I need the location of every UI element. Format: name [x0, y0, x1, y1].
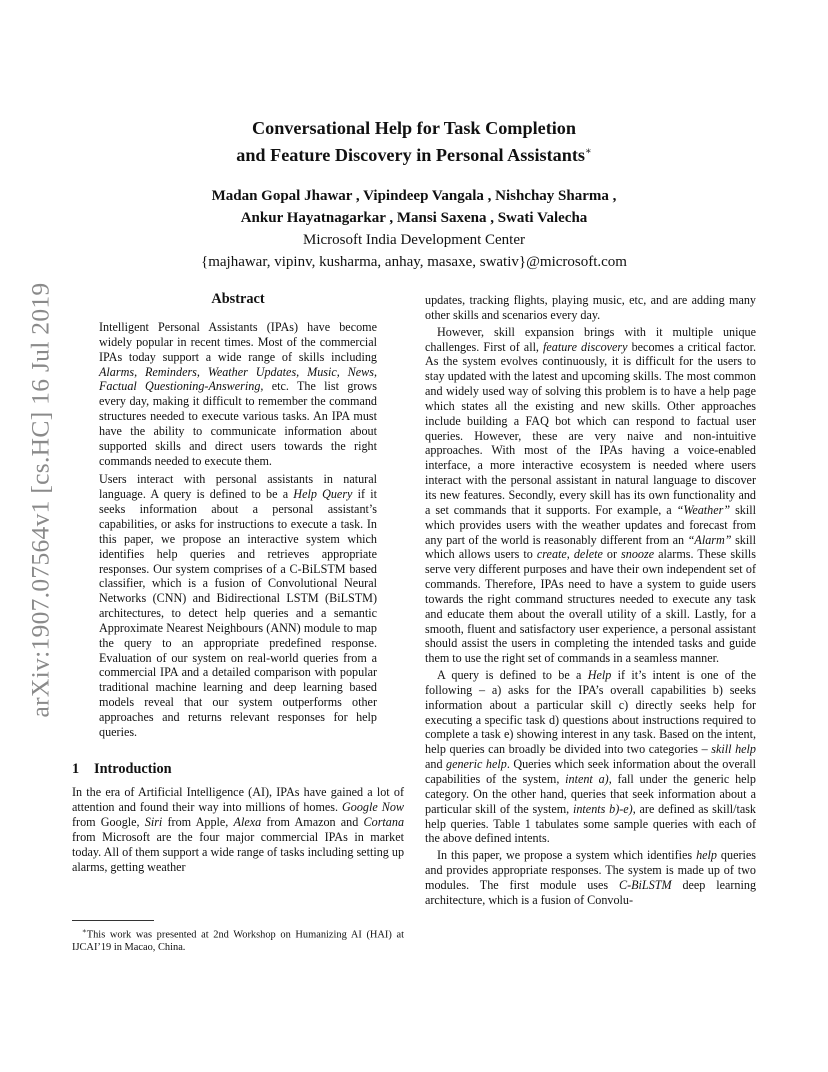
intro-paragraph-4: In this paper, we propose a system which identifies help queries and provides appropriate responses. The system is made up of two modules. The first module uses C-BiLSTM deep learning architecture, which is a fusion of Convolu- — [425, 848, 757, 907]
title-line-1: Conversational Help for Task Completion — [251, 118, 577, 138]
authors-line-1: Madan Gopal Jhawar , Vipindeep Vangala , Nishchay Sharma , — [211, 188, 617, 205]
authors-line-2: Ankur Hayatnagarkar , Mansi Saxena , Swati Valecha — [240, 210, 588, 227]
author-emails: {majhawar, vipinv, kusharma, anhay, masaxe, swativ}@microsoft.com — [201, 254, 627, 271]
left-column — [72, 290, 404, 875]
title-line-2: and Feature Discovery in Personal Assistants∗ — [236, 145, 592, 166]
intro-continuation-paragraph: updates, tracking flights, playing music, etc, and are adding many other skills and scenarios every day. — [425, 293, 756, 322]
author-list — [0, 185, 828, 229]
footnote-text: This work was presented at 2nd Workshop on Humanizing AI (HAI) at IJCAI’19 in Macao, China. — [72, 929, 404, 954]
affiliation: Microsoft India Development Center — [302, 232, 526, 249]
section-heading-introduction — [72, 762, 404, 777]
arxiv-identifier-stamp — [20, 282, 60, 718]
title-footnote-marker: ∗ — [584, 146, 592, 157]
abstract-body — [72, 320, 404, 740]
footnote — [72, 925, 404, 954]
intro-paragraph-2: However, skill expansion brings with it multiple unique challenges. First of all, feature discovery becomes a critical factor. As the system evolves continuously, it is difficult for the users to stay updated with the latest and upcoming skills. The most common and widely used way of solving this problem is to have a help page which states all the existing and new skills. Other approaches include building a FAQ bot which can respond to factual user queries. However, these are very naive and non-intuitive approaches. With most of the IPAs having a voice-enabled interface, a more interactive ecosystem is needed where users interact with the personal assistant in natural language to discover its new features. Secondly, every skill has its own functionality and a set commands that it supports. For example, a “Weather” skill which provides users with the weather updates and forecast from any part of the world is reasonably different from an “Alarm” skill which allows users to create, delete or snooze alarms. These skills serve very different purposes and have their own independent set of commands. Therefore, IPAs need to have a system to guide users towards the right command structures needed to execute any task and educate them about the overall utility of a skill. Lastly, for a smooth, fluent and satisfactory user experience, a personal assistant should assist the users in completing the intended tasks and guide them to use the right set of commands in a seamless manner. — [425, 324, 756, 666]
paper-title — [0, 116, 828, 167]
paper-header — [0, 116, 828, 273]
intro-paragraph-1: In the era of Artificial Intelligence (AI), IPAs have gained a lot of attention and found their way into millions of homes. Google Now from Google, Siri from Apple, Alexa from Amazon and Cortana from Microsoft are the four major commercial IPAs in market today. All of them support a wide range of tasks including setting up alarms, getting weather — [72, 785, 405, 874]
abstract-paragraph-1: Intelligent Personal Assistants (IPAs) have become widely popular in recent times. Most of the commercial IPAs today support a wide range of skills including Alarms, Reminders, Weather Updates, Music, News, Factual Questioning-Answering, etc. The list grows every day, making it difficult to remember the command structures needed to execute various tasks. An IPA must have the ability to communicate information about supported skills and direct users towards the right commands needed to execute them. — [99, 320, 377, 468]
arxiv-id-text: arXiv:1907.07564v1 [cs.HC] 16 Jul 2019 — [25, 282, 55, 718]
section-number: 1 — [72, 760, 80, 777]
intro-paragraph-3: A query is defined to be a Help if it’s intent is one of the following – a) asks for the IPA’s overall capabilities b) seeks information about a particular skill c) directly seeks help for executing a specific task d) questions about instructions required to complete a task e) showing interest in any task. Based on the intent, help queries can broadly be divided into two categories – skill help and generic help. Queries which seek information about the overall capabilities of the system, intent a), fall under the generic help category. On the other hand, queries that seek information about a particular skill of the system, intents b)-e), are defined as skill/task help queries. Table 1 tabulates some sample queries with each of the above defined intents. — [425, 668, 757, 846]
right-column — [425, 293, 756, 908]
footnote-marker: ∗ — [82, 927, 87, 935]
abstract-heading: Abstract — [211, 291, 265, 307]
footnote-divider — [72, 920, 154, 921]
abstract-paragraph-2: Users interact with personal assistants in natural language. A query is defined to be a Help Query if it seeks information about a personal assistant’s capabilities, or asks for instructions to execute a task. In this paper, we propose an interactive system which identifies help queries and retrieves appropriate responses. Our system comprises of a C-BiLSTM based classifier, which is a fusion of Convolutional Neural Networks (CNN) and Bidirectional LSTM (BiLSTM) architectures, to detect help queries and a semantic Approximate Nearest Neighbours (ANN) module to map the query to an appropriate predefined response. Evaluation of our system on real-world queries from a commercial IPA and a detailed comparison with popular traditional machine learning and deep learning based models reveal that our system outperforms other approaches and returns relevant responses for help queries. — [99, 472, 377, 739]
section-title: Introduction — [94, 760, 172, 777]
